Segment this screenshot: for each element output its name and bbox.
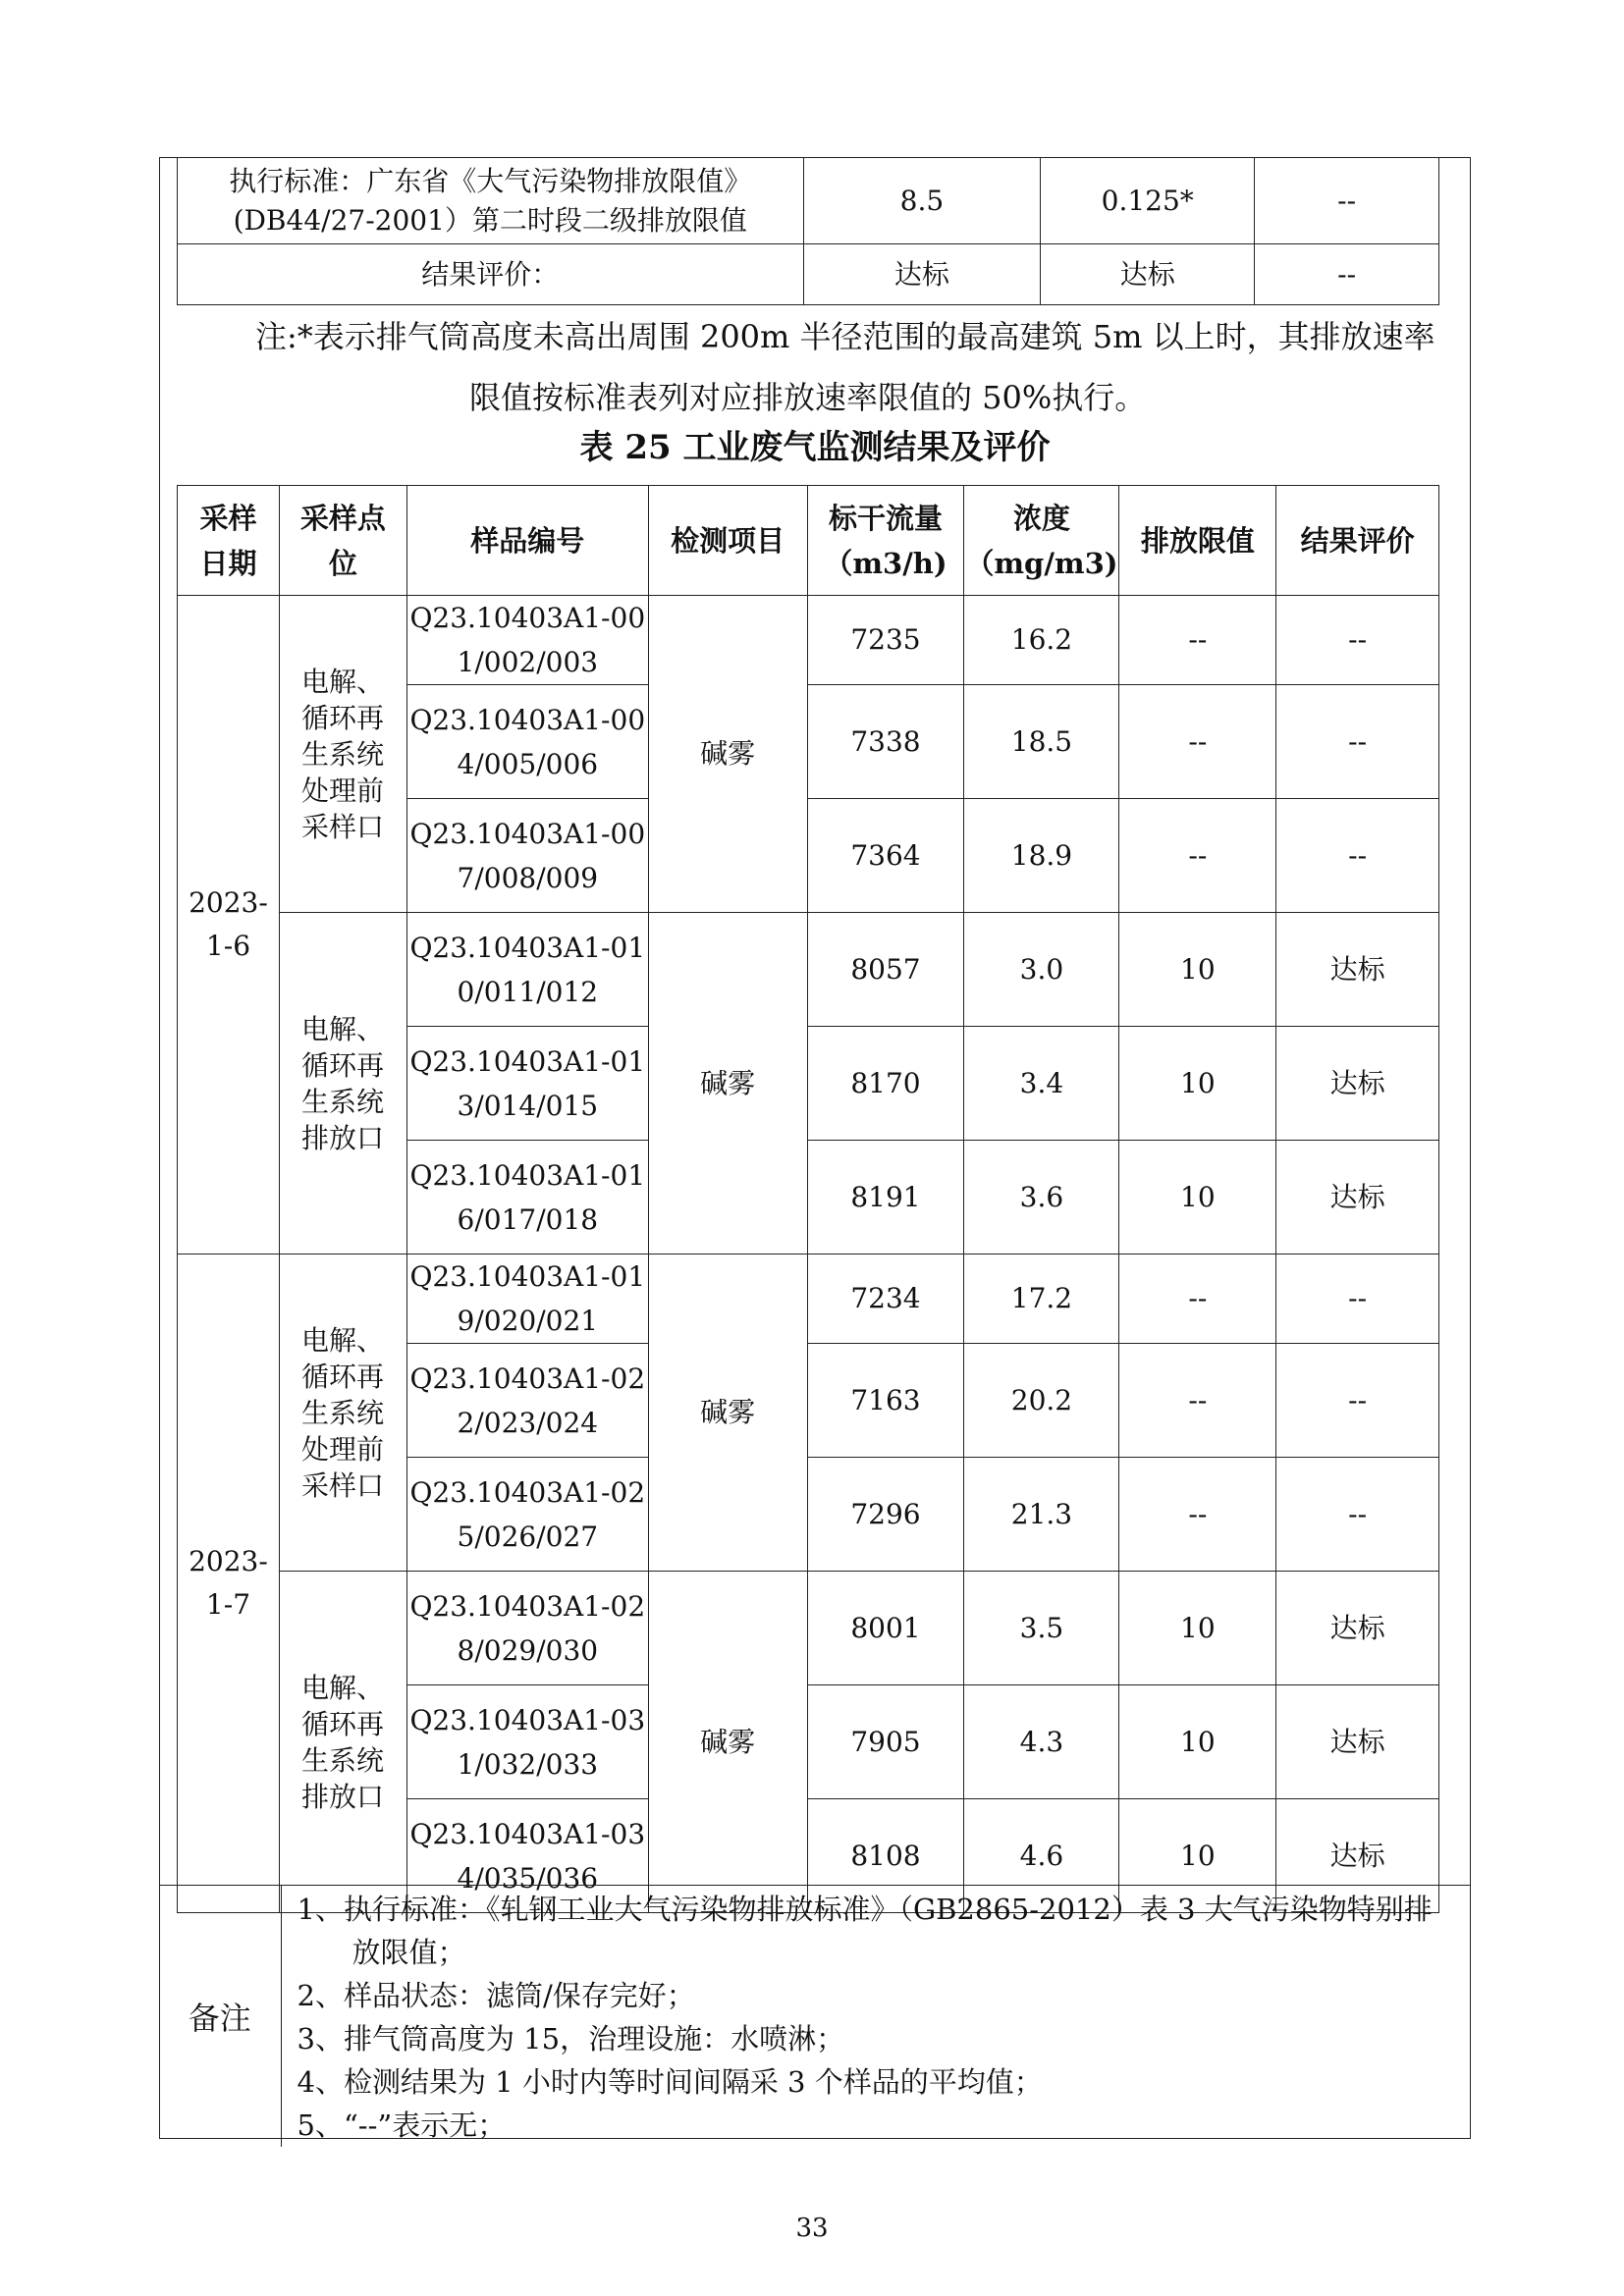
- conc-cell: 3.4: [964, 1027, 1119, 1141]
- flow-cell: 7296: [807, 1458, 964, 1572]
- sample-id: Q23.10403A1-03 1/032/033: [406, 1685, 648, 1799]
- remark-item: 2、样品状态：滤筒/保存完好；: [297, 1979, 695, 2012]
- remarks-table: [159, 1885, 1471, 2147]
- result-cell: --: [1276, 1344, 1439, 1458]
- monitoring-table: [177, 485, 1439, 1913]
- result-label: 结果评价：: [178, 244, 804, 305]
- table-row: [178, 913, 1439, 1027]
- date-cell: 2023- 1-7: [178, 1255, 280, 1913]
- standard-result: 达标: [1041, 244, 1255, 305]
- conc-cell: 18.9: [964, 799, 1119, 913]
- result-cell: 达标: [1276, 1799, 1439, 1913]
- flow-cell: 8001: [807, 1572, 964, 1685]
- standard-label: 执行标准：广东省《大气污染物排放限值》 (DB44/27-2001）第二时段二级排放限值: [178, 158, 804, 244]
- limit-cell: 10: [1119, 913, 1276, 1027]
- standard-table: [177, 157, 1439, 305]
- standard-result: --: [1255, 244, 1439, 305]
- footnote: 注:*表示排气筒高度未高出周围 200m 半径范围的最高建筑 5m 以上时，其排放速率 限值按标准表列对应排放速率限值的 50%执行。: [255, 318, 1435, 416]
- flow-cell: 8108: [807, 1799, 964, 1913]
- standard-value: --: [1255, 158, 1439, 244]
- sample-id: Q23.10403A1-00 7/008/009: [406, 799, 648, 913]
- header-date: 采样 日期: [178, 486, 280, 596]
- remarks-label: 备注: [159, 1886, 281, 2148]
- header-sample-id: 样品编号: [406, 486, 648, 596]
- flow-cell: 7163: [807, 1344, 964, 1458]
- standard-value: 8.5: [803, 158, 1041, 244]
- table-row: [178, 596, 1439, 685]
- conc-cell: 17.2: [964, 1255, 1119, 1344]
- result-cell: 达标: [1276, 1572, 1439, 1685]
- conc-cell: 3.5: [964, 1572, 1119, 1685]
- conc-cell: 20.2: [964, 1344, 1119, 1458]
- table-row: [178, 1255, 1439, 1344]
- sample-id: Q23.10403A1-02 2/023/024: [406, 1344, 648, 1458]
- sample-id: Q23.10403A1-00 1/002/003: [406, 596, 648, 685]
- flow-cell: 7235: [807, 596, 964, 685]
- limit-cell: --: [1119, 1458, 1276, 1572]
- conc-cell: 4.3: [964, 1685, 1119, 1799]
- limit-cell: 10: [1119, 1141, 1276, 1255]
- conc-cell: 18.5: [964, 685, 1119, 799]
- header-row: [178, 486, 1439, 596]
- date-cell: 2023- 1-6: [178, 596, 280, 1255]
- remark-item: 4、检测结果为 1 小时内等时间间隔采 3 个样品的平均值；: [297, 2065, 1043, 2099]
- standard-value: 0.125*: [1041, 158, 1255, 244]
- limit-cell: 10: [1119, 1799, 1276, 1913]
- sample-id: Q23.10403A1-00 4/005/006: [406, 685, 648, 799]
- item-cell: 碱雾: [648, 913, 807, 1255]
- remarks-content: [281, 1886, 1471, 2148]
- header-conc: 浓度 （mg/m3): [964, 486, 1119, 596]
- header-result: 结果评价: [1276, 486, 1439, 596]
- header-site: 采样点 位: [279, 486, 406, 596]
- conc-cell: 21.3: [964, 1458, 1119, 1572]
- flow-cell: 8170: [807, 1027, 964, 1141]
- sample-id: Q23.10403A1-01 3/014/015: [406, 1027, 648, 1141]
- page-number: 33: [795, 2214, 829, 2243]
- header-flow: 标干流量 （m3/h): [807, 486, 964, 596]
- conc-cell: 3.0: [964, 913, 1119, 1027]
- remark-item: 1、执行标准：《轧钢工业大气污染物排放标准》（GB2865-2012）表 3 大气污染物特别排: [297, 1893, 1433, 1926]
- flow-cell: 7905: [807, 1685, 964, 1799]
- sample-id: Q23.10403A1-02 5/026/027: [406, 1458, 648, 1572]
- flow-cell: 7364: [807, 799, 964, 913]
- site-cell: 电解、 循环再 生系统 排放口: [279, 1572, 406, 1913]
- limit-cell: 10: [1119, 1685, 1276, 1799]
- sample-id: Q23.10403A1-03 4/035/036: [406, 1799, 648, 1913]
- limit-cell: --: [1119, 596, 1276, 685]
- site-cell: 电解、 循环再 生系统 处理前 采样口: [279, 596, 406, 913]
- result-cell: 达标: [1276, 1141, 1439, 1255]
- limit-cell: --: [1119, 1255, 1276, 1344]
- conc-cell: 3.6: [964, 1141, 1119, 1255]
- result-cell: 达标: [1276, 1027, 1439, 1141]
- flow-cell: 7234: [807, 1255, 964, 1344]
- remark-item: 放限值；: [352, 1936, 466, 1969]
- limit-cell: --: [1119, 685, 1276, 799]
- conc-cell: 4.6: [964, 1799, 1119, 1913]
- result-cell: --: [1276, 685, 1439, 799]
- result-cell: 达标: [1276, 1685, 1439, 1799]
- table-title: 表 25 工业废气监测结果及评价: [579, 428, 1051, 467]
- site-cell: 电解、 循环再 生系统 处理前 采样口: [279, 1255, 406, 1572]
- item-cell: 碱雾: [648, 1572, 807, 1913]
- header-item: 检测项目: [648, 486, 807, 596]
- sample-id: Q23.10403A1-01 6/017/018: [406, 1141, 648, 1255]
- result-cell: 达标: [1276, 913, 1439, 1027]
- flow-cell: 8191: [807, 1141, 964, 1255]
- result-cell: --: [1276, 799, 1439, 913]
- flow-cell: 8057: [807, 913, 964, 1027]
- limit-cell: 10: [1119, 1572, 1276, 1685]
- sample-id: Q23.10403A1-01 0/011/012: [406, 913, 648, 1027]
- limit-cell: --: [1119, 799, 1276, 913]
- result-cell: --: [1276, 596, 1439, 685]
- header-limit: 排放限值: [1119, 486, 1276, 596]
- sample-id: Q23.10403A1-01 9/020/021: [406, 1255, 648, 1344]
- remark-item: 3、排气筒高度为 15，治理设施：水喷淋；: [297, 2022, 845, 2056]
- table-row: [178, 1572, 1439, 1685]
- remark-item: 5、“--”表示无；: [297, 2109, 507, 2142]
- item-cell: 碱雾: [648, 596, 807, 913]
- limit-cell: --: [1119, 1344, 1276, 1458]
- flow-cell: 7338: [807, 685, 964, 799]
- limit-cell: 10: [1119, 1027, 1276, 1141]
- result-cell: --: [1276, 1458, 1439, 1572]
- conc-cell: 16.2: [964, 596, 1119, 685]
- site-cell: 电解、 循环再 生系统 排放口: [279, 913, 406, 1255]
- result-cell: --: [1276, 1255, 1439, 1344]
- item-cell: 碱雾: [648, 1255, 807, 1572]
- sample-id: Q23.10403A1-02 8/029/030: [406, 1572, 648, 1685]
- standard-result: 达标: [803, 244, 1041, 305]
